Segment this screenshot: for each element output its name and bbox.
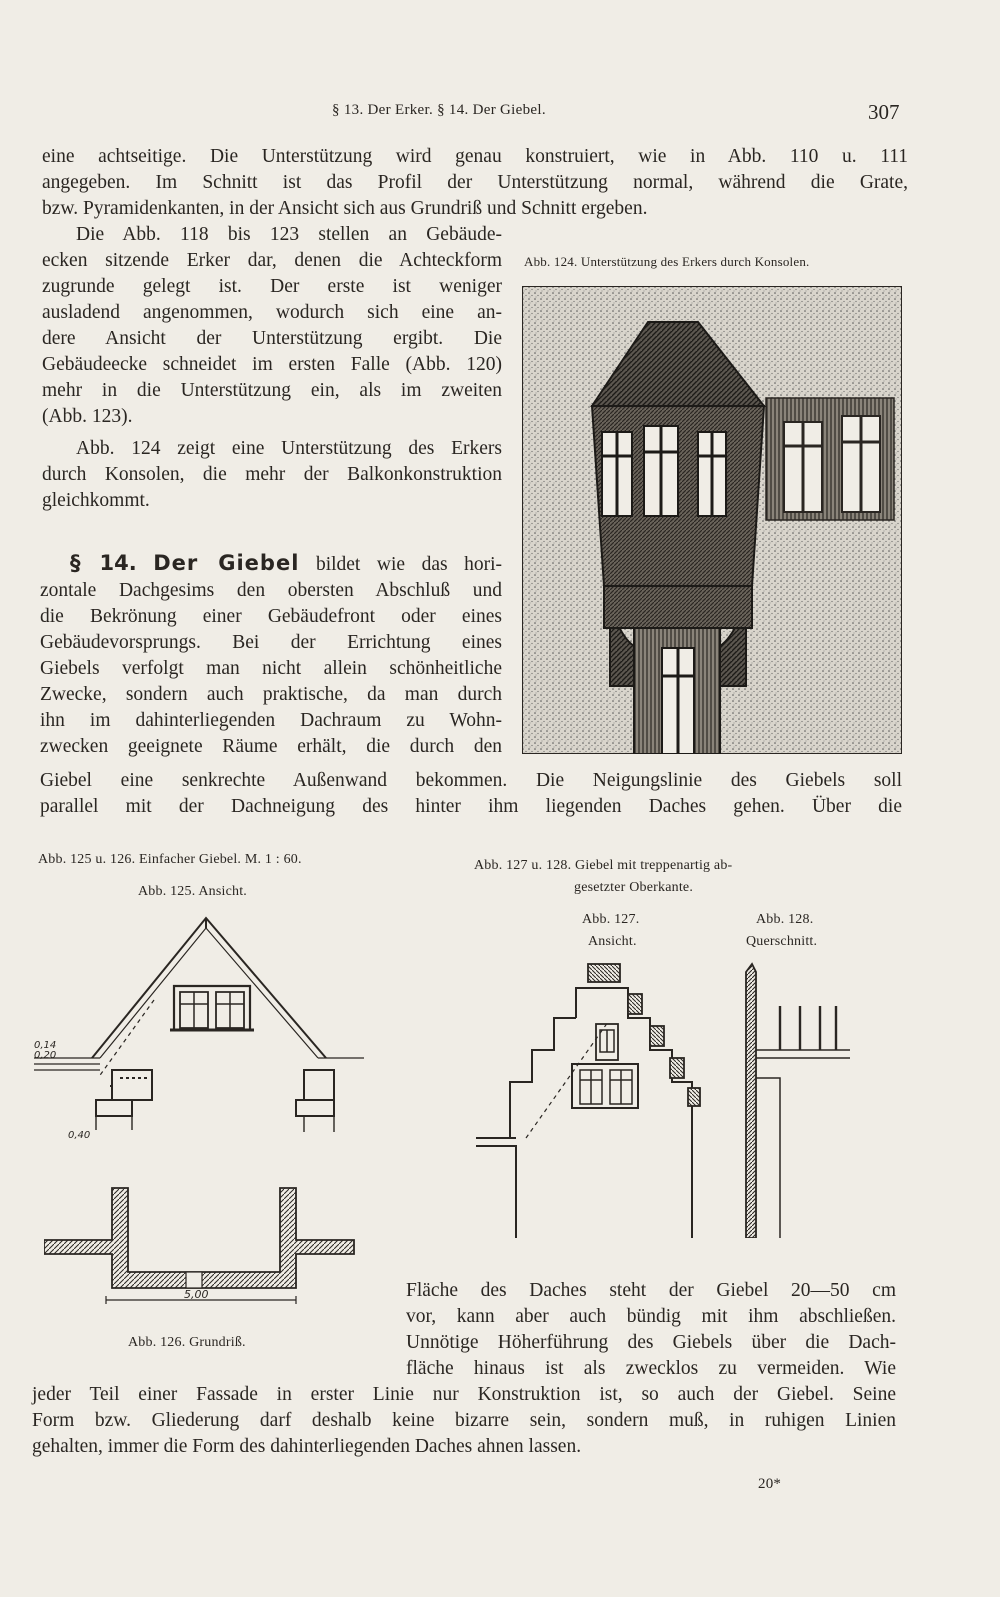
fig127-128-caption-line1: Abb. 127 u. 128. Giebel mit treppenartig ab- xyxy=(474,858,733,873)
stepped-gable-section xyxy=(740,958,850,1238)
fig127-128-caption-line2: gesetzter Oberkante. xyxy=(574,880,694,895)
text-line: gleichkommt. xyxy=(42,490,150,511)
fig125-drawing xyxy=(34,910,364,1150)
page-number: 307 xyxy=(868,100,900,124)
paragraph-right-bottom xyxy=(406,1278,896,1382)
text-line: zwecken geeignete Räume erhält, die durch den xyxy=(40,736,502,757)
text-line: Gebäudevorsprungs. Bei der Errichtung eines xyxy=(40,632,502,653)
simple-gable-elevation xyxy=(34,910,364,1150)
text-line: Gebäudeecke schneidet im ersten Falle (Abb. 120) xyxy=(42,354,502,375)
text-line: bzw. Pyramidenkanten, in der Ansicht sich aus Grundriß und Schnitt ergeben. xyxy=(42,198,648,219)
section-number: § 14. xyxy=(70,551,137,575)
fig128-drawing xyxy=(740,958,850,1238)
fig126-drawing xyxy=(44,1184,360,1314)
oriel-consoles-drawing xyxy=(522,286,902,754)
dim-label-2: 0,20 xyxy=(34,1050,57,1061)
text-line: die Bekrönung einer Gebäudefront oder eines xyxy=(40,606,502,627)
fig125-126-caption: Abb. 125 u. 126. Einfacher Giebel. M. 1 : 60. xyxy=(38,852,302,867)
fig124-caption: Abb. 124. Unterstützung des Erkers durch Konsolen. xyxy=(524,254,810,269)
section-title: Der Giebel xyxy=(153,551,300,575)
fig127-drawing xyxy=(476,958,736,1238)
section-heading-line xyxy=(40,550,502,578)
fig127-subtitle: Ansicht. xyxy=(588,934,637,949)
text-line: Die Abb. 118 bis 123 stellen an Gebäude- xyxy=(76,224,502,245)
fig126-caption: Abb. 126. Grundriß. xyxy=(128,1335,246,1350)
section-14 xyxy=(40,550,502,760)
text-line: ausladend angenommen, wodurch sich eine an- xyxy=(42,302,502,323)
text-line: ecken sitzende Erker dar, denen die Achteckform xyxy=(42,250,502,271)
text-line: Fläche des Daches steht der Giebel 20—50 cm xyxy=(406,1280,896,1301)
oriel-support-band xyxy=(604,586,752,628)
paragraph-top xyxy=(42,144,908,222)
page-header xyxy=(0,100,1000,130)
paragraph-left-2 xyxy=(42,436,502,514)
text-line: zugrunde gelegt ist. Der erste ist weniger xyxy=(42,276,502,297)
text-line: angegeben. Im Schnitt ist das Profil der Unterstützung normal, während die Grate, xyxy=(42,172,908,193)
text-line: eine achtseitige. Die Unterstützung wird genau konstruiert, wie in Abb. 110 u. 111 xyxy=(42,146,908,167)
fig124-illustration xyxy=(522,286,902,754)
text-line: jeder Teil einer Fassade in erster Linie nur Konstruktion ist, so auch der Giebel. Seine xyxy=(32,1384,896,1405)
section-first-line: bildet wie das hori- xyxy=(315,554,503,575)
dim-label-width: 5,00 xyxy=(184,1288,209,1301)
fig127-title: Abb. 127. xyxy=(582,912,640,927)
gable-floor-plan xyxy=(44,1184,360,1314)
stepped-gable-elevation xyxy=(476,958,736,1238)
text-line: Form bzw. Gliederung darf deshalb keine bizarre sein, sondern muß, in ruhigen Linien xyxy=(32,1410,896,1431)
text-line: fläche hinaus ist als zwecklos zu vermeiden. Wie xyxy=(406,1358,896,1379)
text-line: mehr in die Unterstützung ein, als im zweiten xyxy=(42,380,502,401)
section-14-continuation xyxy=(40,768,902,820)
fig128-subtitle: Querschnitt. xyxy=(746,934,818,949)
text-line: Giebels verfolgt man nicht allein schönheitliche xyxy=(40,658,502,679)
paragraph-final xyxy=(32,1382,896,1460)
text-line: durch Konsolen, die mehr der Balkonkonstruktion xyxy=(42,464,502,485)
text-line: vor, kann aber auch bündig mit ihm abschließen. xyxy=(406,1306,896,1327)
dim-label-3: 0,40 xyxy=(68,1130,91,1141)
paragraph-left-1 xyxy=(42,222,502,430)
text-line: zontale Dachgesims den obersten Abschluß und xyxy=(40,580,502,601)
dim-label-1: 0,14 xyxy=(34,1040,57,1051)
fig125-subcaption: Abb. 125. Ansicht. xyxy=(138,884,247,899)
fig128-title: Abb. 128. xyxy=(756,912,814,927)
text-line: Abb. 124 zeigt eine Unterstützung des Erkers xyxy=(76,438,502,459)
text-line: gehalten, immer die Form des dahinterliegenden Daches ahnen lassen. xyxy=(32,1436,582,1457)
text-line: dere Ansicht der Unterstützung ergibt. Die xyxy=(42,328,502,349)
signature-mark: 20* xyxy=(758,1476,782,1492)
running-title: § 13. Der Erker. § 14. Der Giebel. xyxy=(332,102,546,118)
text-line: parallel mit der Dachneigung des hinter ihm liegenden Daches gehen. Über die xyxy=(40,796,902,817)
text-line: ihn im dahinterliegenden Dachraum zu Wohn- xyxy=(40,710,502,731)
text-line: (Abb. 123). xyxy=(42,406,133,427)
text-line: Unnötige Höherführung des Giebels über die Dach- xyxy=(406,1332,896,1353)
text-line: Giebel eine senkrechte Außenwand bekommen. Die Neigungslinie des Giebels soll xyxy=(40,770,902,791)
text-line: Zwecke, sondern auch praktische, da man durch xyxy=(40,684,502,705)
